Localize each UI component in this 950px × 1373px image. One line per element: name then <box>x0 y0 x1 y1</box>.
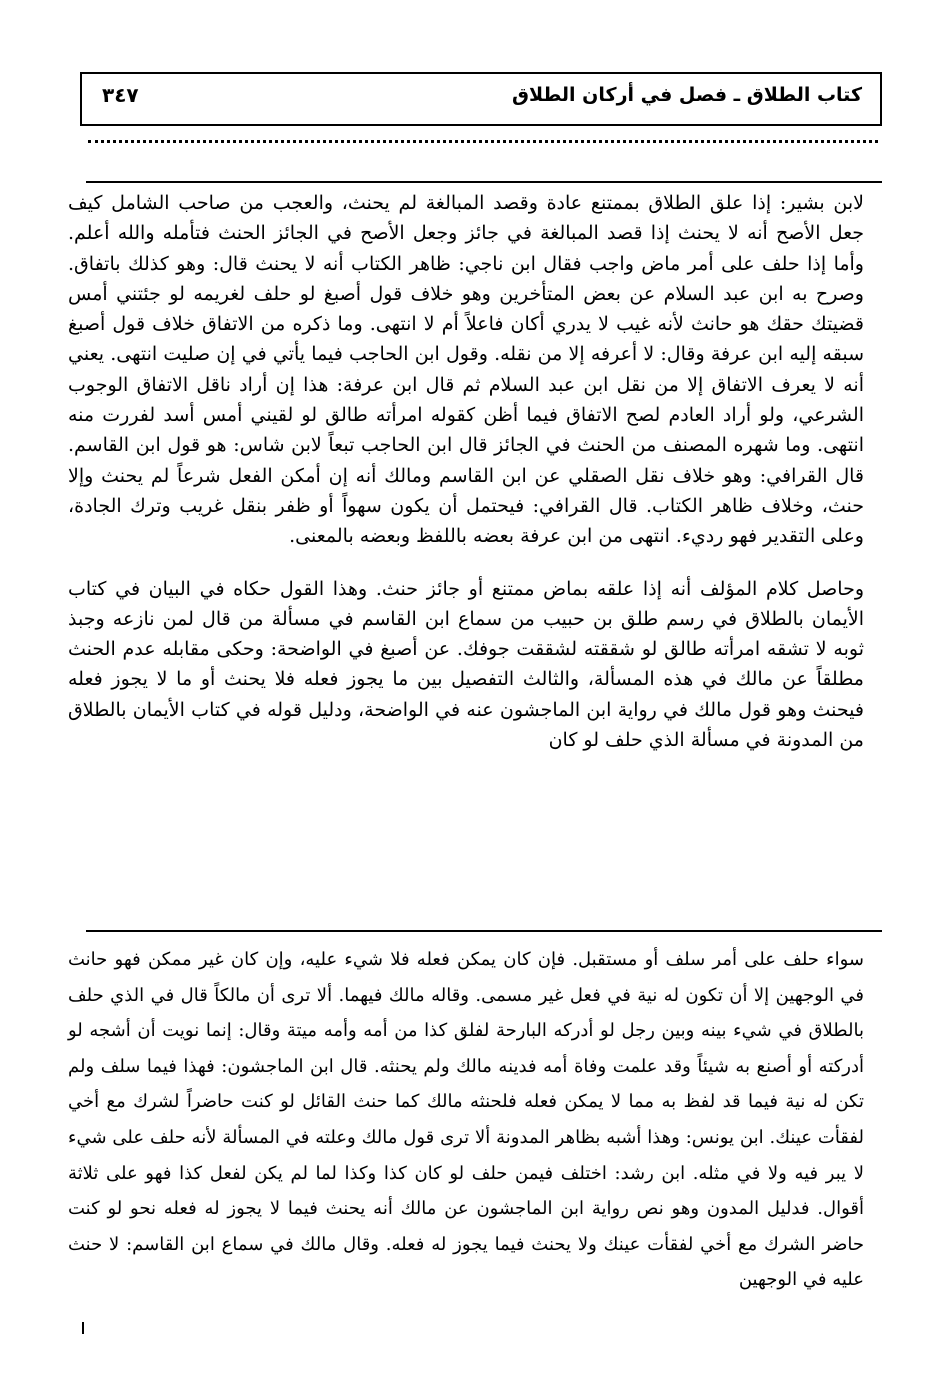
margin-mark <box>82 1322 84 1334</box>
footnote-separator-rule <box>86 930 882 932</box>
body-top-rule <box>86 181 882 183</box>
page-header <box>80 72 882 126</box>
main-paragraph-2: وحاصل كلام المؤلف أنه إذا علقه بماض ممتنع أو جائز حنث. وهذا القول حكاه في البيان في كتاب الأيمان بالطلاق في رسم طلق بن حبيب من سماع ابن القاسم في مسألة من قال لمن نازعه وجبذ ثوبه لا تشقه امرأته طالق لو شققته لشققت جوفك. عن أصبغ في الواضحة: وحكى مقابله عدم الحنث مطلقاً عن مالك في هذه المسألة، والثالث التفصيل بين ما يجوز فعله فلا يحنث أو ما لا يجوز فعله فيحنث وهو قول مالك في رواية ابن الماجشون عنه في الواضحة، ودليل قوله في كتاب الأيمان بالطلاق من المدونة في مسألة الذي حلف لو كان <box>68 577 864 752</box>
page-number: ٣٤٧ <box>102 83 139 107</box>
footnote-paragraph-1: سواء حلف على أمر سلف أو مستقبل. فإن كان يمكن فعله فلا شيء عليه، وإن كان غير ممكن فهو حانث في الوجهين إلا أن تكون له نية في فعل غير مسمى. وقاله مالك فيهما. ألا ترى أن مالكاً قال في الذي حلف بالطلاق في شيء بينه وبين رجل لو أدركه البارحة لفلق كذا من أمه وأمه ميتة وقال: إنما نويت أن أشجه لو أدركته أو أصنع به شيئاً وقد علمت وفاة أمه فدينه مالك ولم يحنثه. قال ابن الماجشون: فهذا فيما سلف ولم تكن له نية فيما قد لفظ به مما لا يمكن فعله فلحنثه مالك كما حنث القائل لو كنت حاضراً لشرك مع أخي لفقأت عينك. ابن يونس: وهذا أشبه بظاهر المدونة ألا ترى قول مالك وعلته في المسألة لأنه حلف على شيء لا يبر فيه ولا في مثله. ابن رشد: اختلف فيمن حلف لو كان كذا وكذا لما لم يكن لفعل كذا فهو على ثلاثة أقوال. فدليل المدون وهو نص رواية ابن الماجشون عن مالك أنه يحنث فيما لا يجوز له فعله نحو لو كنت حاضر الشرك مع أخي لفقأت عينك ولا يحنث فيما يجوز له فعله. وقال مالك في سماع ابن القاسم: لا حنث عليه في الوجهين <box>68 949 865 1291</box>
main-text <box>68 188 864 755</box>
main-paragraph-1: لابن بشير: إذا علق الطلاق بممتنع عادة وقصد المبالغة لم يحنث، والعجب من صاحب الشامل كيف جعل الأصح أنه لا يحنث إذا قصد المبالغة في جائز وجعل الأصح في الجائز الحنث فتأمله والله أعلم. وأما إذا حلف على أمر ماض واجب فقال ابن ناجي: ظاهر الكتاب أنه لا يحنث قال: وهو كذلك باتفاق. وصرح به ابن عبد السلام عن بعض المتأخرين وهو خلاف قول أصبغ لو حلف لغريمه لو جئتني أمس قضيتك حقك هو حانث لأنه غيب لا يدري أكان فاعلاً أم لا انتهى. وما ذكره من الاتفاق خلاف قول أصبغ سبقه إليه ابن عرفة وقال: لا أعرفه إلا من نقله. وقول ابن الحاجب فيما يأتي في إن صليت انتهى. يعني أنه لا يعرف الاتفاق إلا من نقل ابن عبد السلام ثم قال ابن عرفة: هذا إن أراد ناقل الاتفاق الوجوب الشرعي، ولو أراد العادم لصح الاتفاق فيما أظن كقوله امرأته طالق لو لقيني أمس أسد لفررت منه انتهى. وما شهره المصنف من الحنث في الجائز قال ابن الحاجب تبعاً لابن شاس: هو قول ابن القاسم. قال القرافي: وهو خلاف نقل الصقلي عن ابن القاسم ومالك أنه إن أمكن الفعل شرعاً لم يحنث وإلا حنث، وخلاف ظاهر الكتاب. قال القرافي: فيحتمل أن يكون سهواً أو ظفر بنقل غريب وترك الجادة، وعلى التقدير فهو رديء. انتهى من ابن عرفة بعضه باللفظ وبعضه بالمعنى. <box>68 192 864 548</box>
footnote-text <box>68 942 864 1298</box>
running-title: كتاب الطلاق ـ فصل في أركان الطلاق <box>512 84 862 106</box>
dotted-separator <box>88 140 878 143</box>
